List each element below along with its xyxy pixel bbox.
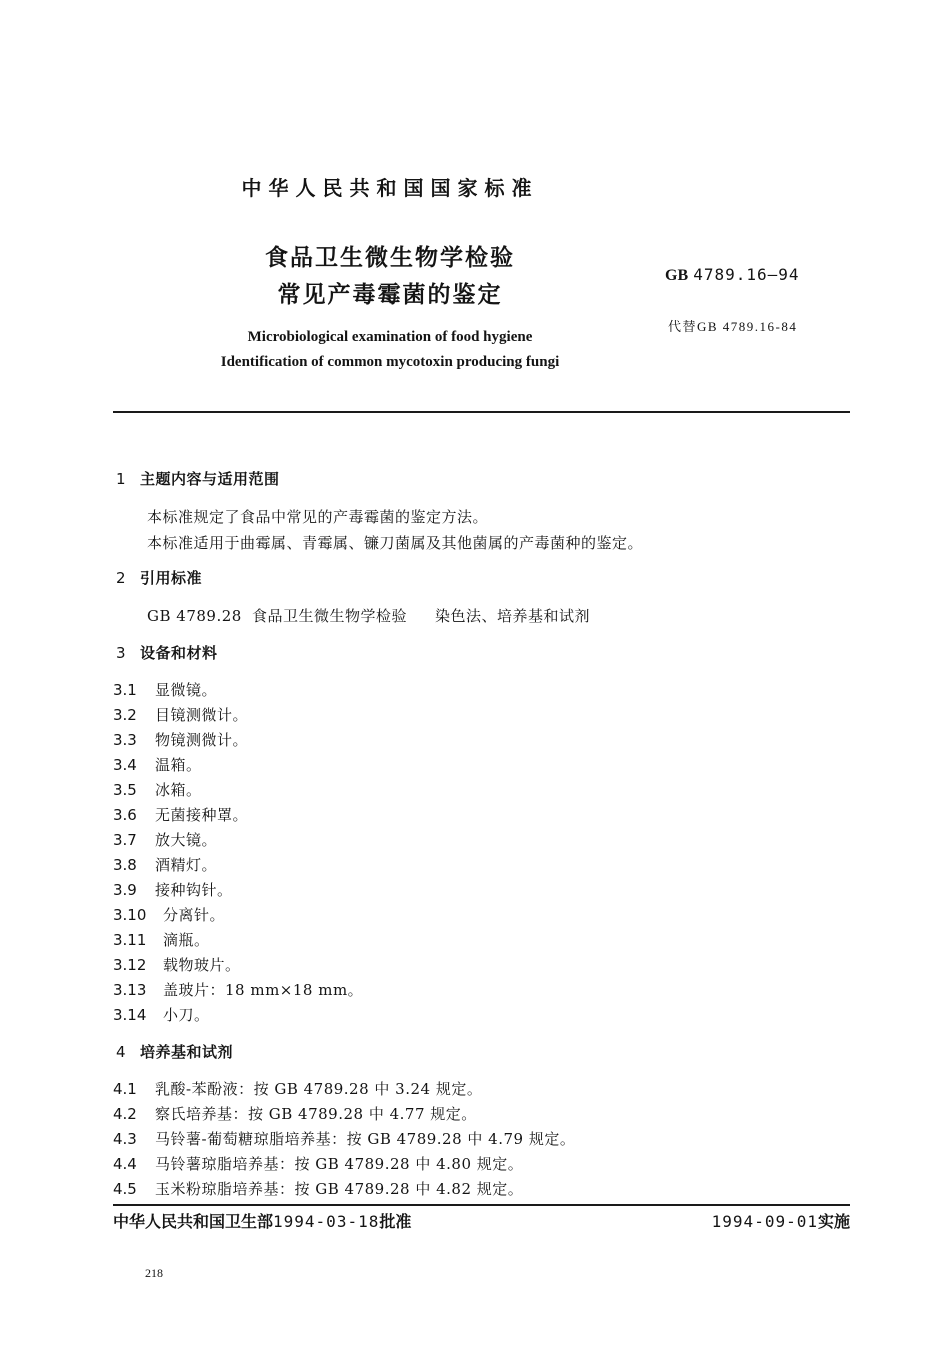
item-number: 4.4	[113, 1155, 137, 1173]
item-number: 3.10	[113, 906, 147, 924]
approval-date: 1994-03-18	[273, 1212, 380, 1231]
section-number: 2	[116, 569, 126, 587]
standard-prefix: GB	[665, 267, 689, 284]
item-text: 分离针。	[163, 906, 226, 924]
item-text: 小刀。	[163, 1006, 210, 1024]
reference-subtitle: 染色法、培养基和试剂	[435, 607, 591, 625]
item-number: 3.14	[113, 1006, 147, 1024]
paragraph: 本标准规定了食品中常见的产毒霉菌的鉴定方法。	[147, 508, 489, 526]
item-number: 3.5	[113, 781, 137, 799]
item-text: 玉米粉琼脂培养基：按 GB 4789.28 中 4.82 规定。	[155, 1180, 524, 1198]
item-number: 4.1	[113, 1080, 137, 1098]
footer-divider	[113, 1204, 850, 1206]
item-text: 乳酸-苯酚液：按 GB 4789.28 中 3.24 规定。	[155, 1080, 483, 1098]
approval-word: 批准	[379, 1212, 412, 1231]
section-number: 4	[116, 1043, 126, 1061]
item-number: 4.5	[113, 1180, 137, 1198]
english-title-line-2: Identification of common mycotoxin producing fungi	[220, 354, 560, 370]
english-title-line-1: Microbiological examination of food hygiene	[247, 329, 533, 345]
item-text: 马铃薯-葡萄糖琼脂培养基：按 GB 4789.28 中 4.79 规定。	[155, 1130, 576, 1148]
effective-date: 1994-09-01	[711, 1212, 818, 1231]
item-number: 3.7	[113, 831, 137, 849]
replaces-standard: 代替GB 4789.16-84	[668, 319, 798, 334]
item-number: 4.2	[113, 1105, 137, 1123]
national-standard-heading: 中华人民共和国国家标准	[241, 176, 539, 200]
item-number: 3.11	[113, 931, 147, 949]
header-divider	[113, 411, 850, 413]
approval-org: 中华人民共和国卫生部	[113, 1212, 274, 1231]
item-number: 4.3	[113, 1130, 137, 1148]
item-number: 3.1	[113, 681, 137, 699]
effective-line	[712, 1211, 850, 1233]
item-text: 目镜测微计。	[155, 706, 249, 724]
section-title: 培养基和试剂	[140, 1043, 234, 1061]
item-text: 冰箱。	[155, 781, 202, 799]
standard-number	[665, 264, 800, 287]
item-number: 3.12	[113, 956, 147, 974]
item-text: 盖玻片：18 mm×18 mm。	[163, 981, 364, 999]
item-number: 3.3	[113, 731, 137, 749]
item-text: 滴瓶。	[163, 931, 210, 949]
item-number: 3.8	[113, 856, 137, 874]
section-title: 设备和材料	[140, 644, 218, 662]
item-text: 温箱。	[155, 756, 202, 774]
effective-word: 实施	[817, 1212, 850, 1231]
item-text: 无菌接种罩。	[155, 806, 249, 824]
standard-code: 4789.16—94	[693, 265, 800, 284]
reference-title: 食品卫生微生物学检验	[252, 607, 408, 625]
item-text: 放大镜。	[155, 831, 218, 849]
item-text: 物镜测微计。	[155, 731, 249, 749]
section-title: 主题内容与适用范围	[140, 470, 280, 488]
item-number: 3.9	[113, 881, 137, 899]
section-number: 3	[116, 644, 126, 662]
item-text: 酒精灯。	[155, 856, 218, 874]
title-line-2: 常见产毒霉菌的鉴定	[277, 282, 503, 308]
item-text: 载物玻片。	[163, 956, 241, 974]
page-number: 218	[145, 1266, 163, 1280]
item-number: 3.6	[113, 806, 137, 824]
approval-line	[113, 1211, 411, 1233]
section-title: 引用标准	[140, 569, 203, 587]
item-text: 察氏培养基：按 GB 4789.28 中 4.77 规定。	[155, 1105, 477, 1123]
item-number: 3.2	[113, 706, 137, 724]
item-number: 3.13	[113, 981, 147, 999]
item-text: 显微镜。	[155, 681, 218, 699]
reference-code: GB 4789.28	[147, 607, 242, 625]
paragraph: 本标准适用于曲霉属、青霉属、镰刀菌属及其他菌属的产毒菌种的鉴定。	[147, 534, 644, 552]
item-number: 3.4	[113, 756, 137, 774]
section-number: 1	[116, 470, 126, 488]
title-line-1: 食品卫生微生物学检验	[265, 245, 515, 271]
item-text: 马铃薯琼脂培养基：按 GB 4789.28 中 4.80 规定。	[155, 1155, 524, 1173]
item-text: 接种钩针。	[155, 881, 233, 899]
